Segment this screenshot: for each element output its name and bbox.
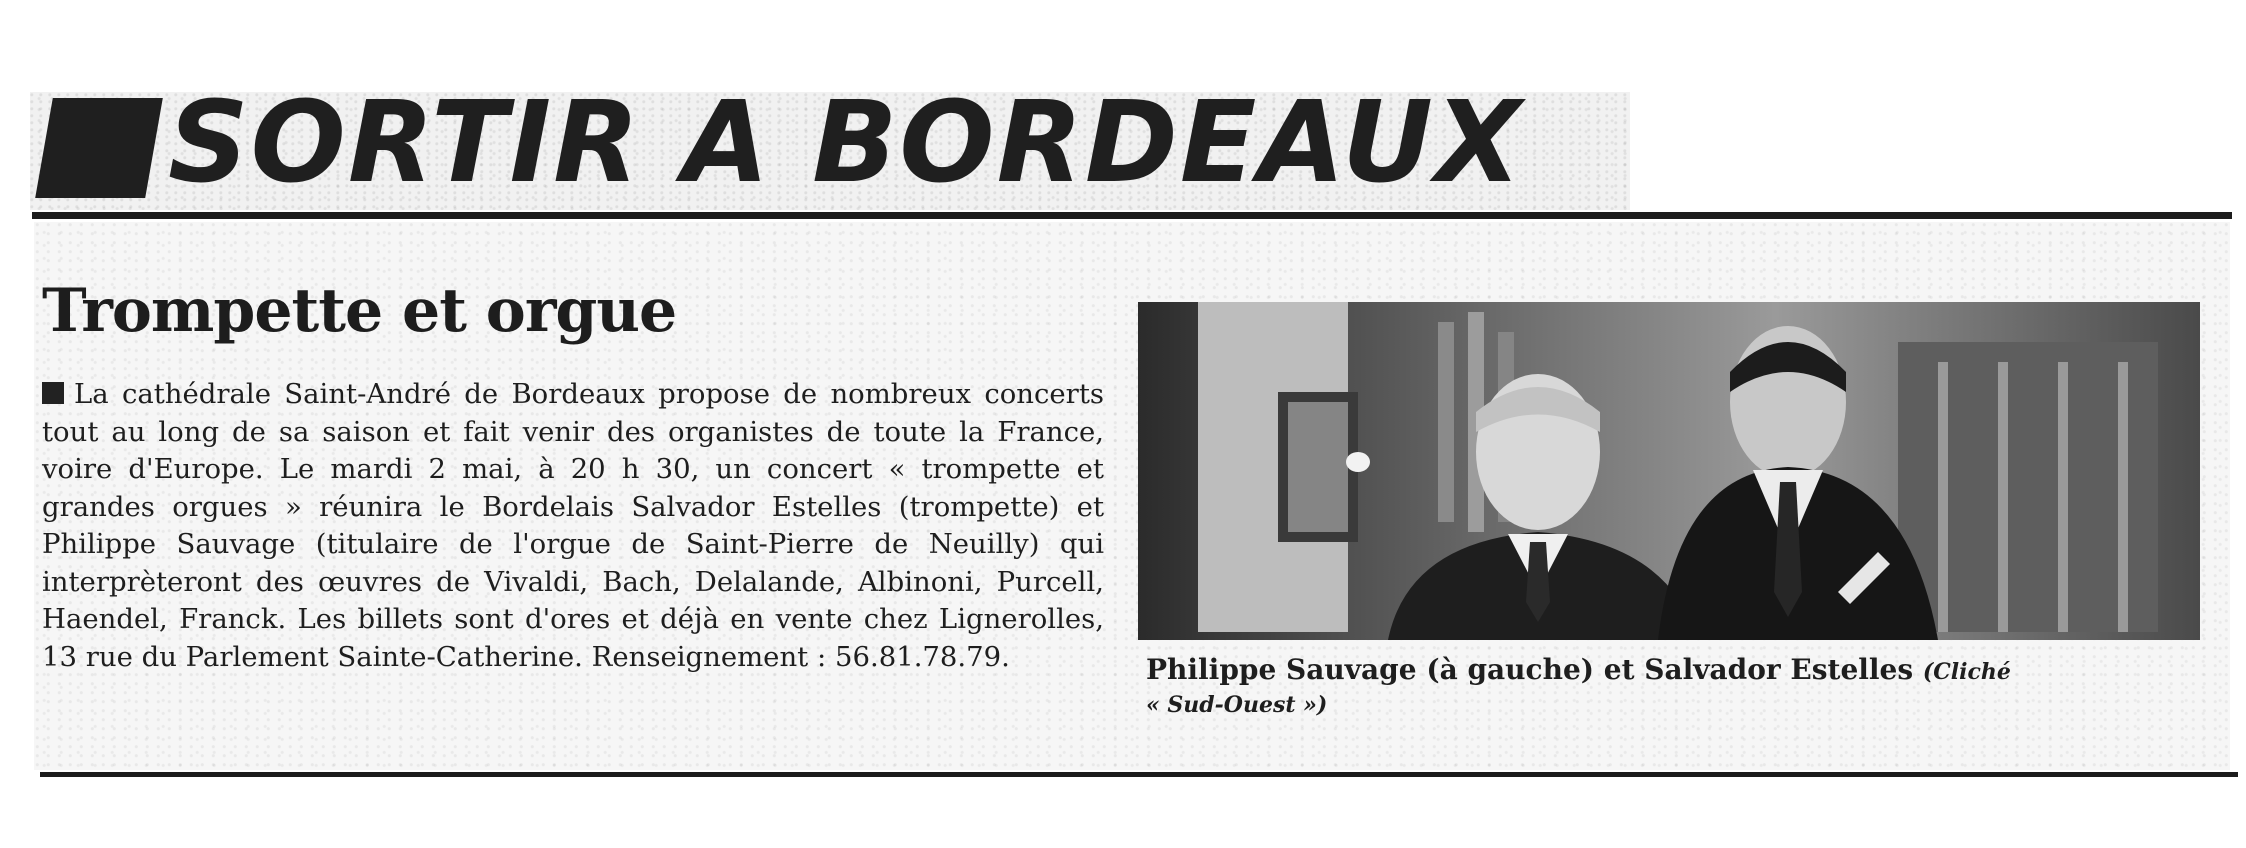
article-body	[42, 376, 1104, 676]
photo	[1138, 302, 2200, 640]
bullet-square-icon	[42, 382, 64, 404]
bottom-rule	[40, 772, 2238, 777]
section-title: SORTIR A BORDEAUX	[168, 78, 1524, 208]
caption-credit-source: « Sud-Ouest »)	[1146, 692, 1328, 718]
photo-caption	[1146, 652, 2206, 720]
section-marker-block	[35, 98, 163, 198]
caption-text: Philippe Sauvage (à gauche) et Salvador Estelles	[1146, 653, 1914, 686]
caption-credit: (Cliché	[1922, 659, 2011, 685]
photo-illustration	[1138, 302, 2200, 640]
article-title: Trompette et orgue	[42, 276, 677, 346]
top-rule	[32, 212, 2232, 219]
article-body-text: La cathédrale Saint-André de Bordeaux propose de nombreux concerts tout au long de sa saison et fait venir des organistes de toute la France, voire d'Europe. Le mardi 2 mai, à 20 h 30, un concert « trompette et grandes orgues » réunira le Bordelais Salvador Estelles (trompette) et Philippe Sauvage (titulaire de l'orgue de Saint-Pierre de Neuilly) qui interprèteront des œuvres de Vivaldi, Bach, Delalande, Albinoni, Purcell, Haendel, Franck. Les billets sont d'ores et déjà en vente chez Lignerolles, 13 rue du Parlement Sainte-Catherine. Renseignement : 56.81.78.79.	[42, 378, 1104, 673]
